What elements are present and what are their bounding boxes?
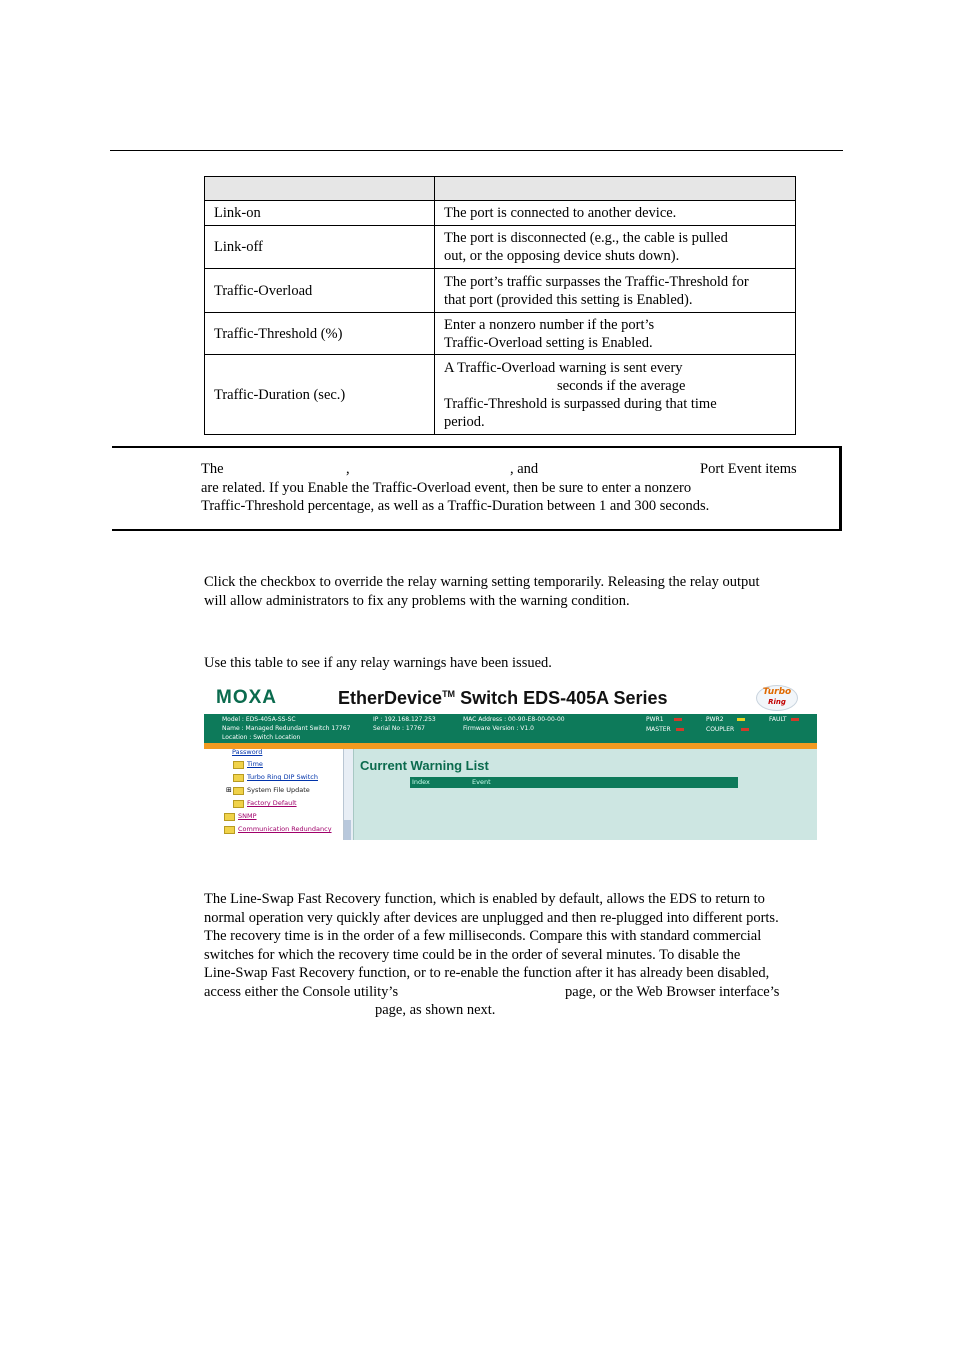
event-name: Link-on	[205, 201, 435, 226]
tree-item-snmp[interactable]: SNMP	[238, 812, 257, 820]
folder-icon	[233, 761, 244, 769]
info-firmware: Firmware Version : V1.0	[463, 725, 534, 732]
folder-icon	[224, 813, 235, 821]
column-event: Event	[470, 777, 738, 788]
led-label-fault: FAULT	[769, 716, 787, 723]
coupler-led-icon	[741, 728, 749, 731]
pwr2-led-icon	[737, 718, 745, 721]
folder-icon	[233, 787, 244, 795]
led-label-coupler: COUPLER	[706, 726, 735, 733]
moxa-logo: MOXA	[216, 687, 277, 708]
event-description: The port is disconnected (e.g., the cable is pulled out, or the opposing device shuts down).	[435, 226, 796, 269]
info-ip: IP : 192.168.127.253	[373, 716, 436, 723]
info-model: Model : EDS-405A-SS-SC	[222, 716, 296, 723]
table-row	[205, 355, 796, 435]
note-line-1: The , , and Port Event items	[201, 461, 797, 477]
header-rule	[110, 150, 843, 151]
table-row	[205, 226, 796, 269]
table-header-row	[205, 177, 796, 201]
current-warning-list-title: Current Warning List	[360, 758, 489, 773]
table-row	[205, 313, 796, 355]
event-description: The port’s traffic surpasses the Traffic-Threshold for that port (provided this setting is Enabled).	[435, 269, 796, 313]
port-event-table	[204, 176, 796, 435]
tree-item-password[interactable]: Password	[232, 748, 263, 756]
tree-item-communication-redundancy[interactable]: Communication Redundancy	[238, 825, 332, 833]
event-name: Traffic-Overload	[205, 269, 435, 313]
event-description: Enter a nonzero number if the port’s Traffic-Overload setting is Enabled.	[435, 313, 796, 355]
event-description: The port is connected to another device.	[435, 201, 796, 226]
event-name: Traffic-Threshold (%)	[205, 313, 435, 355]
event-name: Link-off	[205, 226, 435, 269]
folder-icon	[233, 774, 244, 782]
led-label-pwr2: PWR2	[706, 716, 724, 723]
master-led-icon	[676, 728, 684, 731]
note-text	[201, 460, 831, 516]
table-row	[205, 269, 796, 313]
tree-item-time[interactable]: Time	[247, 760, 263, 768]
note-line-3: Traffic-Threshold percentage, as well as a Traffic-Duration between 1 and 300 seconds.	[201, 498, 710, 514]
table-row	[205, 201, 796, 226]
line-swap-paragraph: The Line-Swap Fast Recovery function, which is enabled by default, allows the EDS to return to normal operation very quickly after devices are unplugged and then re-plugged into different ports. The recovery time is in the order of a few milliseconds. Compare this with standard commercial switches for which the recovery time could be in the order of several minutes. To disable the Line-Swap Fast Recovery function, or to re-enable the function after it has already been disabled, access either the Console utility’s page, or the Web Browser interface’s page, as shown next.	[204, 891, 780, 1018]
event-description: A Traffic-Overload warning is sent every seconds if the average Traffic-Threshold is surpassed during that time period.	[435, 355, 796, 435]
pwr1-led-icon	[674, 718, 682, 721]
scrollbar-thumb[interactable]	[344, 820, 351, 840]
folder-icon	[233, 800, 244, 808]
tree-item-factory-default[interactable]: Factory Default	[247, 799, 297, 807]
fault-led-icon	[791, 718, 799, 721]
tree-item-system-file-update[interactable]: System File Update	[247, 786, 310, 794]
tree-item-turbo-ring-dip[interactable]: Turbo Ring DIP Switch	[247, 773, 318, 781]
web-ui-screenshot	[204, 682, 817, 840]
warning-table-paragraph: Use this table to see if any relay warnings have been issued.	[204, 655, 552, 671]
event-name: Traffic-Duration (sec.)	[205, 355, 435, 435]
led-label-master: MASTER	[646, 726, 671, 733]
product-title: EtherDevice™ Switch EDS-405A Series	[338, 688, 668, 708]
expand-plus-icon[interactable]: ⊞	[226, 786, 232, 794]
column-index: Index	[410, 777, 470, 788]
header-description	[435, 177, 796, 201]
info-location: Location : Switch Location	[222, 734, 301, 741]
info-name: Name : Managed Redundant Switch 17767	[222, 725, 351, 732]
relay-paragraph: Click the checkbox to override the relay warning setting temporarily. Releasing the relay output will allow administrators to fix any problems with the warning condition.	[204, 574, 760, 609]
led-label-pwr1: PWR1	[646, 716, 664, 723]
note-line-2: are related. If you Enable the Traffic-Overload event, then be sure to enter a nonzero	[201, 479, 692, 496]
info-serial: Serial No : 17767	[373, 725, 425, 732]
folder-icon	[224, 826, 235, 834]
turbo-ring-logo: Turbo Ring	[756, 685, 798, 711]
header-event	[205, 177, 435, 201]
info-mac: MAC Address : 00-90-E8-00-00-00	[463, 716, 565, 723]
